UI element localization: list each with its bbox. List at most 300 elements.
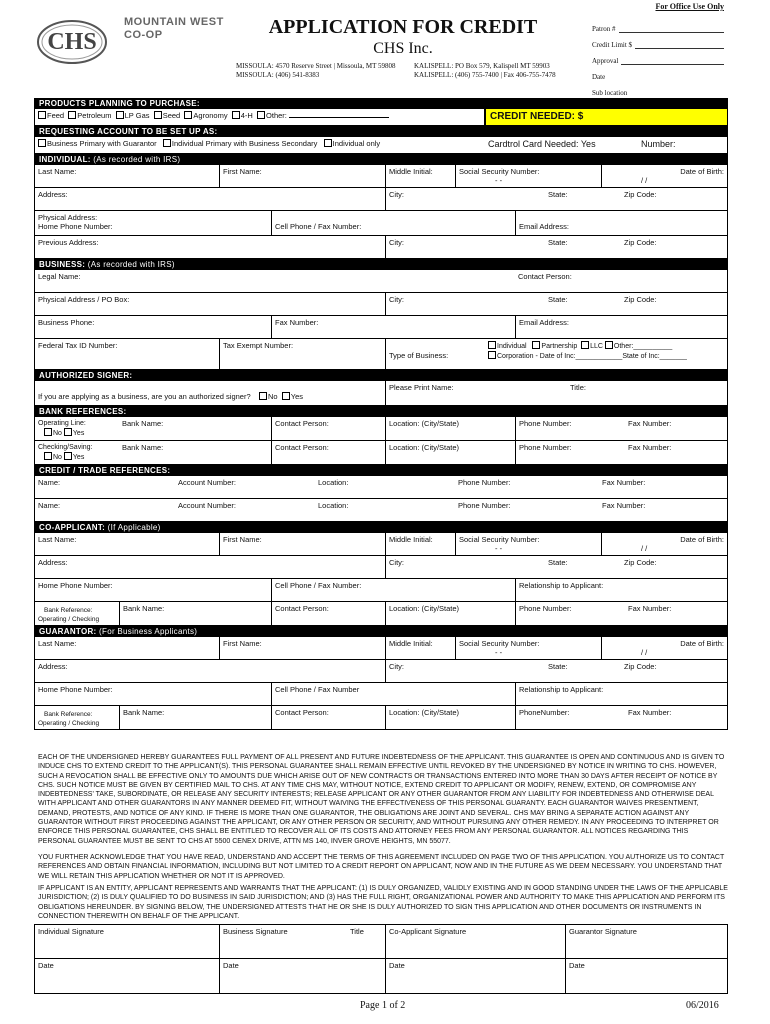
coapp-last-name-field[interactable] [35, 533, 219, 555]
phone-label: Phone Number: [519, 443, 572, 452]
form-title: APPLICATION FOR CREDIT [268, 16, 538, 38]
state-label: State: [548, 190, 568, 199]
state-label: State: [548, 558, 568, 567]
dob-label: Date of Birth: [680, 535, 724, 544]
business-contact-field[interactable] [515, 270, 727, 292]
location-sub-label: (City/State) [421, 443, 460, 452]
credit-limit-label: Credit Limit $ [592, 41, 633, 49]
dob-mask: / / [641, 176, 648, 185]
signature-row [35, 925, 727, 959]
trade-2-fax-field[interactable] [599, 499, 727, 521]
guarantor-cell-fax-field[interactable] [271, 683, 515, 705]
other-label: Other: [266, 111, 287, 120]
city-label: City: [389, 295, 404, 304]
coapp-address-field[interactable] [35, 556, 385, 578]
last-name-label: Last Name: [38, 639, 77, 648]
individual-bar-sub: (As recorded with IRS) [90, 155, 181, 164]
zip-label: Zip Code: [624, 558, 657, 567]
city-label: City: [389, 662, 404, 671]
trade-2-phone-field[interactable] [455, 499, 599, 521]
coapp-address-row [35, 556, 727, 579]
bank-ref-label: Bank Reference: [44, 711, 93, 718]
trade-location-label: Location: [318, 478, 349, 487]
individual-previous-row [35, 236, 727, 259]
dob-label: Date of Birth: [680, 167, 724, 176]
checking-cell [35, 441, 119, 464]
individual-only-label: Individual only [332, 139, 381, 148]
trade-fax-label: Fax Number: [602, 478, 646, 487]
individual-middle-initial-field[interactable] [385, 165, 455, 187]
signature-title-label: Title [350, 927, 364, 936]
4h-label: 4-H [240, 111, 253, 120]
guarantor-signature-field[interactable] [565, 925, 727, 958]
business-fax-field[interactable] [271, 316, 515, 338]
tax-exempt-label: Tax Exempt Number: [223, 341, 294, 350]
individual-first-name-field[interactable] [219, 165, 385, 187]
trade-location-label: Location: [318, 501, 349, 510]
signer-question: If you are applying as a business, are you an authorized signer? [38, 392, 251, 401]
physical-address-label: Physical Address: [38, 213, 98, 222]
previous-address-label: Previous Address: [38, 238, 99, 247]
guarantor-dob-field[interactable] [601, 637, 727, 659]
location-label: Location: [389, 604, 420, 613]
cell-fax-label: Cell Phone / Fax Number: [275, 581, 362, 590]
checking-yes-checkbox[interactable] [64, 452, 72, 460]
legal-name-field[interactable] [35, 270, 515, 292]
checking-phone-field[interactable] [515, 441, 625, 464]
print-name-field[interactable] [385, 381, 567, 405]
seed-checkbox[interactable] [154, 111, 162, 119]
guarantor-city-field[interactable] [385, 660, 545, 682]
petroleum-label: Petroleum [77, 111, 112, 120]
individual-signature-field[interactable] [35, 925, 219, 958]
guarantor-relationship-field[interactable] [515, 683, 727, 705]
phone-label: PhoneNumber: [519, 708, 570, 717]
individual-address-field[interactable] [35, 188, 385, 210]
guarantor-phone-field[interactable] [515, 706, 625, 729]
approval-label: Approval [592, 57, 619, 65]
entity-paragraph: IF APPLICANT IS AN ENTITY, APPLICANT REPRESENTS AND WARRANTS THAT THE APPLICANT: (1) IS DULY ORGANIZED, VALIDLY EXISTING AND IN GOOD STANDING UNDER THE LAWS OF THE APPLICABLE JURISDICTION; (2) IS DULY QUALIFIED TO DO BUSINESS IN SAID JURISDICTION; AND (3) HAS THE FULL RIGHT, ORGANIZATIONAL POWER AND AUTHORITY TO MAKE THIS APPLICATION AND PERFORM ITS OBLIGATIONS HEREUNDER. BY SIGNING BELOW, THE UNDERSIGNED ATTESTS THAT HE OR SHE IS DULY AUTHORIZED TO SIGN THIS APPLICATION AND OTHER DOCUMENTS OR INSTRUMENTS IN CONNECTION THEREWITH ON BEHALF OF THE APPLICANT. [38, 885, 728, 920]
trade-row-1 [35, 476, 727, 499]
signature-table [34, 924, 728, 994]
trade-2-name-field[interactable] [35, 499, 175, 521]
coop-line-2: CO-OP [124, 29, 163, 41]
guarantor-fax-field[interactable] [625, 706, 727, 729]
individual-physical-address-field[interactable] [35, 211, 271, 235]
logo-text: CHS [47, 29, 97, 55]
coapp-middle-initial-field[interactable] [385, 533, 455, 555]
coapp-first-name-field[interactable] [219, 533, 385, 555]
contact-person-label: Contact Person: [275, 708, 329, 717]
guarantor-location-field[interactable] [385, 706, 515, 729]
kalispell-phone: KALISPELL: (406) 755-7400 | Fax 406-755-7478 [414, 71, 556, 79]
coapp-bar [35, 522, 727, 533]
guarantor-bank-row [35, 706, 727, 730]
operating-yes-label: Yes [72, 430, 85, 437]
other-products-field[interactable] [289, 111, 389, 118]
type-of-business-cell [385, 339, 485, 369]
operating-no-label: No [53, 430, 62, 437]
guarantor-phone-row [35, 683, 727, 706]
type-llc-checkbox[interactable] [581, 341, 589, 349]
business-type-options: Individual Partnership LLC Other:__________ Corporation - Date of Inc:____________State of Inc:_______ [485, 339, 727, 369]
agronomy-label: Agronomy [193, 111, 228, 120]
products-bar: PRODUCTS PLANNING TO PURCHASE: [35, 98, 727, 109]
kalispell-address: KALISPELL: PO Box 579, Kalispell MT 59903 [414, 62, 550, 70]
trade-1-account-field[interactable] [175, 476, 315, 498]
guarantor-address-field[interactable] [35, 660, 385, 682]
individual-ssn-field[interactable] [455, 165, 601, 187]
contact-person-label: Contact Person: [275, 443, 329, 452]
business-name-row [35, 270, 727, 293]
relationship-label: Relationship to Applicant: [519, 581, 604, 590]
operating-bank-name-field[interactable] [119, 417, 271, 440]
operating-location-field[interactable] [385, 417, 515, 440]
trade-name-label: Name: [38, 478, 61, 487]
business-date-field[interactable] [219, 959, 385, 993]
trade-row-2 [35, 499, 727, 522]
guarantor-signature-label: Guarantor Signature [569, 927, 637, 936]
lp-gas-label: LP Gas [124, 111, 150, 120]
missoula-address: MISSOULA: 4570 Reserve Street | Missoula, MT 59808 [236, 62, 396, 70]
other-checkbox[interactable] [257, 111, 265, 119]
previous-address-field[interactable] [35, 236, 385, 258]
zip-label: Zip Code: [624, 190, 657, 199]
ssn-label: Social Security Number: [459, 639, 540, 648]
individual-city-field[interactable] [385, 188, 545, 210]
coapp-name-row [35, 533, 727, 556]
coapp-ssn-field[interactable] [455, 533, 601, 555]
operating-yes-checkbox[interactable] [64, 428, 72, 436]
coapplicant-date-field[interactable] [385, 959, 565, 993]
business-email-field[interactable] [515, 316, 727, 338]
op-check-label: Operating / Checking [38, 720, 100, 727]
coapp-city-field[interactable] [385, 556, 545, 578]
contact-person-label: Contact Person: [275, 604, 329, 613]
business-state-field[interactable] [545, 293, 621, 315]
coapp-bank-ref-cell [35, 602, 119, 625]
operating-phone-field[interactable] [515, 417, 625, 440]
type-individual-checkbox[interactable] [488, 341, 496, 349]
bank-ref-label: Bank Reference: [44, 607, 93, 614]
coapp-dob-field[interactable] [601, 533, 727, 555]
individual-only-checkbox[interactable] [324, 139, 332, 147]
checking-no-label: No [53, 454, 62, 461]
state-label: State: [548, 295, 568, 304]
coapp-contact-field[interactable] [271, 602, 385, 625]
bank-name-label: Bank Name: [122, 419, 164, 428]
guarantor-date-field[interactable] [565, 959, 727, 993]
first-name-label: First Name: [223, 639, 262, 648]
zip-label: Zip Code: [624, 238, 657, 247]
guarantor-state-field[interactable] [545, 660, 621, 682]
previous-city-field[interactable] [385, 236, 545, 258]
trade-1-fax-field[interactable] [599, 476, 727, 498]
trade-account-label: Account Number: [178, 478, 236, 487]
trade-1-location-field[interactable] [315, 476, 455, 498]
signer-no-label: No [267, 392, 278, 401]
address-kalispell [414, 62, 556, 80]
zip-label: Zip Code: [624, 662, 657, 671]
email-label: Email Address: [519, 318, 570, 327]
trade-phone-label: Phone Number: [458, 478, 511, 487]
first-name-label: First Name: [223, 167, 262, 176]
date-label: Date [389, 961, 405, 970]
business-bar-sub: (As recorded with IRS) [85, 260, 175, 269]
relationship-label: Relationship to Applicant: [519, 685, 604, 694]
location-sub-label: (City/State) [421, 708, 460, 717]
sub-location-label: Sub location [592, 89, 628, 97]
coapp-zip-field[interactable] [621, 556, 727, 578]
phone-label: Phone Number: [519, 419, 572, 428]
checking-fax-field[interactable] [625, 441, 727, 464]
state-of-inc-label: State of Inc: [622, 353, 660, 360]
fax-label: Fax Number: [628, 443, 672, 452]
phys-po-label: Physical Address / PO Box: [38, 295, 130, 304]
business-signature-label: Business Signature [223, 927, 288, 936]
address-label: Address: [38, 190, 68, 199]
guarantor-bar-title: GUARANTOR: [39, 627, 97, 636]
type-other-label: Other: [613, 343, 634, 350]
date-row [35, 959, 727, 993]
legal-name-label: Legal Name: [38, 272, 81, 281]
form-version: 06/2016 [686, 1000, 719, 1011]
coapp-relationship-field[interactable] [515, 579, 727, 601]
petroleum-checkbox[interactable] [68, 111, 76, 119]
business-primary-label: Business Primary with Guarantor [47, 139, 157, 148]
individual-bar [35, 154, 727, 165]
previous-state-field[interactable] [545, 236, 621, 258]
middle-initial-label: Middle Initial: [389, 167, 433, 176]
individual-primary-checkbox[interactable] [163, 139, 171, 147]
contact-person-label: Contact Person: [518, 272, 572, 281]
individual-date-field[interactable] [35, 959, 219, 993]
coapp-fax-field[interactable] [625, 602, 727, 625]
coapp-phone-row [35, 579, 727, 602]
guarantor-bank-ref-cell [35, 706, 119, 729]
cardtrol-label: Cardtrol Card Needed: Yes [488, 139, 596, 149]
type-partnership-label: Partnership [541, 343, 578, 350]
op-check-label: Operating / Checking [38, 616, 100, 623]
trade-1-phone-field[interactable] [455, 476, 599, 498]
individual-primary-label: Individual Primary with Business Secondary [171, 139, 318, 148]
ssn-mask: - - [495, 544, 503, 553]
4h-checkbox[interactable] [232, 111, 240, 119]
email-label: Email Address: [519, 222, 570, 231]
trade-phone-label: Phone Number: [458, 501, 511, 510]
zip-label: Zip Code: [624, 295, 657, 304]
previous-zip-field[interactable] [621, 236, 727, 258]
individual-name-row [35, 165, 727, 188]
address-missoula [236, 62, 396, 80]
type-individual-label: Individual [497, 343, 527, 350]
guarantor-middle-initial-field[interactable] [385, 637, 455, 659]
operating-line-cell [35, 417, 119, 440]
credit-form [34, 98, 728, 730]
business-bar-title: BUSINESS: [39, 260, 86, 269]
trade-2-location-field[interactable] [315, 499, 455, 521]
signer-row [35, 381, 727, 406]
home-phone-label: Home Phone Number: [38, 685, 113, 694]
trade-2-account-field[interactable] [175, 499, 315, 521]
date-label: Date [38, 961, 54, 970]
feed-label: Feed [47, 111, 65, 120]
credit-limit-field[interactable] [635, 41, 724, 49]
bank-name-label: Bank Name: [123, 708, 165, 717]
date-label: Date [223, 961, 239, 970]
type-partnership-checkbox[interactable] [532, 341, 540, 349]
business-phone-field[interactable] [35, 316, 271, 338]
guarantor-last-name-field[interactable] [35, 637, 219, 659]
office-date-label: Date [592, 73, 606, 81]
operating-line-label: Operating Line: [38, 420, 86, 427]
individual-cell-fax-field[interactable] [271, 211, 515, 235]
checking-location-field[interactable] [385, 441, 515, 464]
guarantor-zip-field[interactable] [621, 660, 727, 682]
individual-state-field[interactable] [545, 188, 621, 210]
middle-initial-label: Middle Initial: [389, 535, 433, 544]
agronomy-checkbox[interactable] [184, 111, 192, 119]
business-city-field[interactable] [385, 293, 545, 315]
coapplicant-signature-field[interactable] [385, 925, 565, 958]
city-label: City: [389, 238, 404, 247]
type-corporation-checkbox[interactable] [488, 351, 496, 359]
approval-field[interactable] [621, 57, 724, 65]
state-label: State: [548, 238, 568, 247]
signer-yes-checkbox[interactable] [282, 392, 290, 400]
tax-exempt-field[interactable] [219, 339, 385, 369]
location-label: Location: [389, 419, 420, 428]
coop-name [124, 16, 224, 42]
acknowledgement-paragraph: YOU FURTHER ACKNOWLEDGE THAT YOU HAVE READ, UNDERSTAND AND ACCEPT THE TERMS OF THIS AGREEMENT INCLUDED ON PAGE TWO OF THIS APPLICATION. YOU AUTHORIZE US TO CONTACT REFERENCES AND OBTAIN FINANCIAL INFORMATION, INCLUDING BUT NOT LIMITED TO A CREDIT REPORT ON APPLICANT, NOW AND IN THE FUTURE AS WE DEEM NECESSARY. YOU UNDERSTAND THAT WE WILL RETAIN THIS APPLICATION WHETHER OR NOT IT IS APPROVED. [38, 854, 725, 880]
bank-checking-row [35, 441, 727, 465]
guarantor-home-phone-field[interactable] [35, 683, 271, 705]
federal-tax-field[interactable] [35, 339, 219, 369]
trade-account-label: Account Number: [178, 501, 236, 510]
signer-no-checkbox[interactable] [259, 392, 267, 400]
patron-field[interactable] [619, 25, 724, 33]
coapp-bar-sub: (If Applicable) [105, 523, 161, 532]
business-bar [35, 259, 727, 270]
location-label: Location: [389, 708, 420, 717]
individual-bar-title: INDIVIDUAL: [39, 155, 91, 164]
coapp-phone-field[interactable] [515, 602, 625, 625]
account-options [35, 137, 485, 153]
checking-no-checkbox[interactable] [44, 452, 52, 460]
individual-last-name-field[interactable] [35, 165, 219, 187]
guarantor-first-name-field[interactable] [219, 637, 385, 659]
address-label: Address: [38, 558, 68, 567]
coapp-home-phone-field[interactable] [35, 579, 271, 601]
dob-mask: / / [641, 544, 648, 553]
business-tax-row [35, 339, 727, 370]
cardtrol-field[interactable] [485, 137, 727, 153]
feed-checkbox[interactable] [38, 111, 46, 119]
patron-label: Patron # [592, 25, 616, 33]
signer-title-label: Title: [570, 383, 586, 392]
trade-bar: CREDIT / TRADE REFERENCES: [35, 465, 727, 476]
operating-fax-field[interactable] [625, 417, 727, 440]
page-number: Page 1 of 2 [360, 1000, 406, 1011]
coapp-cell-fax-field[interactable] [271, 579, 515, 601]
checking-label: Checking/Saving: [38, 444, 93, 451]
business-address-row [35, 293, 727, 316]
coapp-bank-name-field[interactable] [119, 602, 271, 625]
coapp-state-field[interactable] [545, 556, 621, 578]
account-row [35, 137, 727, 154]
bank-name-label: Bank Name: [123, 604, 165, 613]
guarantor-bank-name-field[interactable] [119, 706, 271, 729]
state-label: State: [548, 662, 568, 671]
city-label: City: [389, 190, 404, 199]
office-use-box [592, 2, 724, 97]
cell-fax-label: Cell Phone / Fax Number [275, 685, 360, 694]
checking-contact-field[interactable] [271, 441, 385, 464]
missoula-phone: MISSOULA: (406) 541-8383 [236, 71, 320, 79]
signer-title-field[interactable] [567, 381, 727, 405]
checking-yes-label: Yes [72, 454, 85, 461]
coapp-location-field[interactable] [385, 602, 515, 625]
guarantor-bar [35, 626, 727, 637]
location-sub-label: (City/State) [421, 419, 460, 428]
ssn-label: Social Security Number: [459, 167, 540, 176]
guarantor-ssn-field[interactable] [455, 637, 601, 659]
bank-operating-row [35, 417, 727, 441]
guarantor-name-row [35, 637, 727, 660]
office-use-heading: For Office Use Only [655, 2, 724, 11]
fax-label: Fax Number: [275, 318, 319, 327]
print-name-label: Please Print Name: [389, 383, 454, 392]
date-label: Date [569, 961, 585, 970]
business-zip-field[interactable] [621, 293, 727, 315]
operating-no-checkbox[interactable] [44, 428, 52, 436]
checking-bank-name-field[interactable] [119, 441, 271, 464]
location-label: Location: [389, 443, 420, 452]
business-signature-field[interactable] [219, 925, 385, 958]
fax-label: Fax Number: [628, 419, 672, 428]
lp-gas-checkbox[interactable] [116, 111, 124, 119]
credit-needed-field[interactable] [485, 109, 727, 125]
cell-fax-label: Cell Phone / Fax Number: [275, 222, 362, 231]
individual-dob-field[interactable] [601, 165, 727, 187]
business-primary-checkbox[interactable] [38, 139, 46, 147]
dob-mask: / / [641, 648, 648, 657]
seed-label: Seed [162, 111, 181, 120]
business-phone-row [35, 316, 727, 339]
guarantor-bar-sub: (For Business Applicants) [96, 627, 198, 636]
type-of-business-label: Type of Business: [389, 351, 449, 360]
products-row [35, 109, 727, 126]
ssn-label: Social Security Number: [459, 535, 540, 544]
contact-person-label: Contact Person: [275, 419, 329, 428]
individual-signature-label: Individual Signature [38, 927, 104, 936]
guarantor-contact-field[interactable] [271, 706, 385, 729]
fax-label: Fax Number: [628, 604, 672, 613]
type-other-checkbox[interactable] [605, 341, 613, 349]
business-address-field[interactable] [35, 293, 385, 315]
last-name-label: Last Name: [38, 167, 77, 176]
operating-contact-field[interactable] [271, 417, 385, 440]
cardtrol-number-label: Number: [641, 139, 676, 149]
federal-tax-label: Federal Tax ID Number: [38, 341, 118, 350]
trade-1-name-field[interactable] [35, 476, 175, 498]
chs-logo [34, 12, 116, 68]
city-label: City: [389, 558, 404, 567]
products-options [35, 109, 485, 125]
individual-email-field[interactable] [515, 211, 727, 235]
coapp-bar-title: CO-APPLICANT: [39, 523, 106, 532]
individual-zip-field[interactable] [621, 188, 727, 210]
